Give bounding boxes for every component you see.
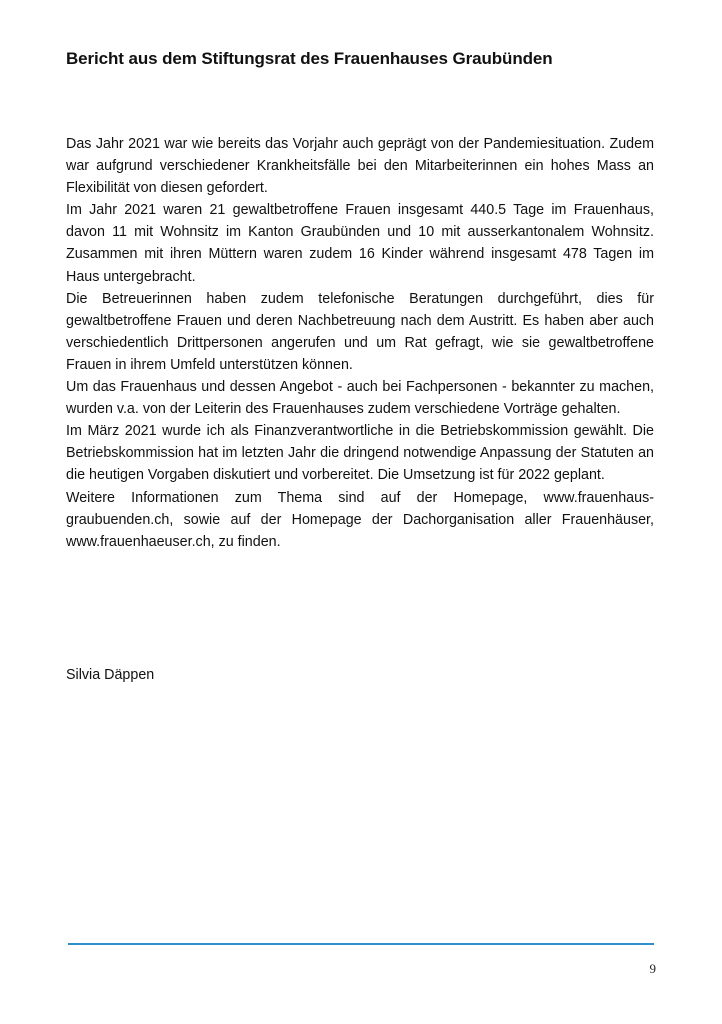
page-number: 9 — [649, 961, 656, 976]
paragraph-pandemic: Das Jahr 2021 war wie bereits das Vorjahr auch geprägt von der Pandemiesituation. Zudem war aufgrund verschiedener Krankheitsfälle bei den Mitarbeiterinnen ein hohes Mass an Flexibilität von diesen gefordert. — [66, 136, 654, 197]
paragraph-commission: Im März 2021 wurde ich als Finanzverantwortliche in die Betriebskommission gewählt. Die Betriebskommission hat im letzten Jahr die dringend notwendige Anpassung der Statuten an die heutigen Vorgaben diskutiert und vorbereitet. Die Umsetzung ist für 2022 geplant. — [66, 423, 654, 484]
paragraph-statistics: Im Jahr 2021 waren 21 gewaltbetroffene Frauen insgesamt 440.5 Tage im Frauenhaus, davon 11 mit Wohnsitz im Kanton Graubünden und 10 mit ausserkantonalem Wohnsitz. Zusammen mit ihren Müttern waren zudem 16 Kinder während insgesamt 478 Tagen im Haus untergebracht. — [66, 202, 654, 285]
page-title: Bericht aus dem Stiftungsrat des Frauenhauses Graubünden — [66, 49, 553, 68]
paragraph-outreach: Um das Frauenhaus und dessen Angebot - auch bei Fachpersonen - bekannter zu machen, wurden v.a. von der Leiterin des Frauenhauses zudem verschiedene Vorträge gehalten. — [66, 379, 654, 418]
author-signature: Silvia Däppen — [66, 667, 155, 683]
report-body — [66, 133, 654, 553]
paragraph-further-info: Weitere Informationen zum Thema sind auf der Homepage, www.frauenhaus-graubuenden.ch, sowie auf der Homepage der Dachorganisation aller Frauenhäuser, www.frauenhaeuser.ch, zu finden. — [66, 489, 654, 550]
footer-divider — [68, 943, 654, 945]
paragraph-counselling: Die Betreuerinnen haben zudem telefonische Beratungen durchgeführt, dies für gewaltbetroffene Frauen und deren Nachbetreuung nach dem Austritt. Es haben aber auch verschiedentlich Drittpersonen angerufen und um Rat gefragt, wie sie gewaltbetroffene Frauen in ihrem Umfeld unterstützen können. — [66, 290, 654, 373]
